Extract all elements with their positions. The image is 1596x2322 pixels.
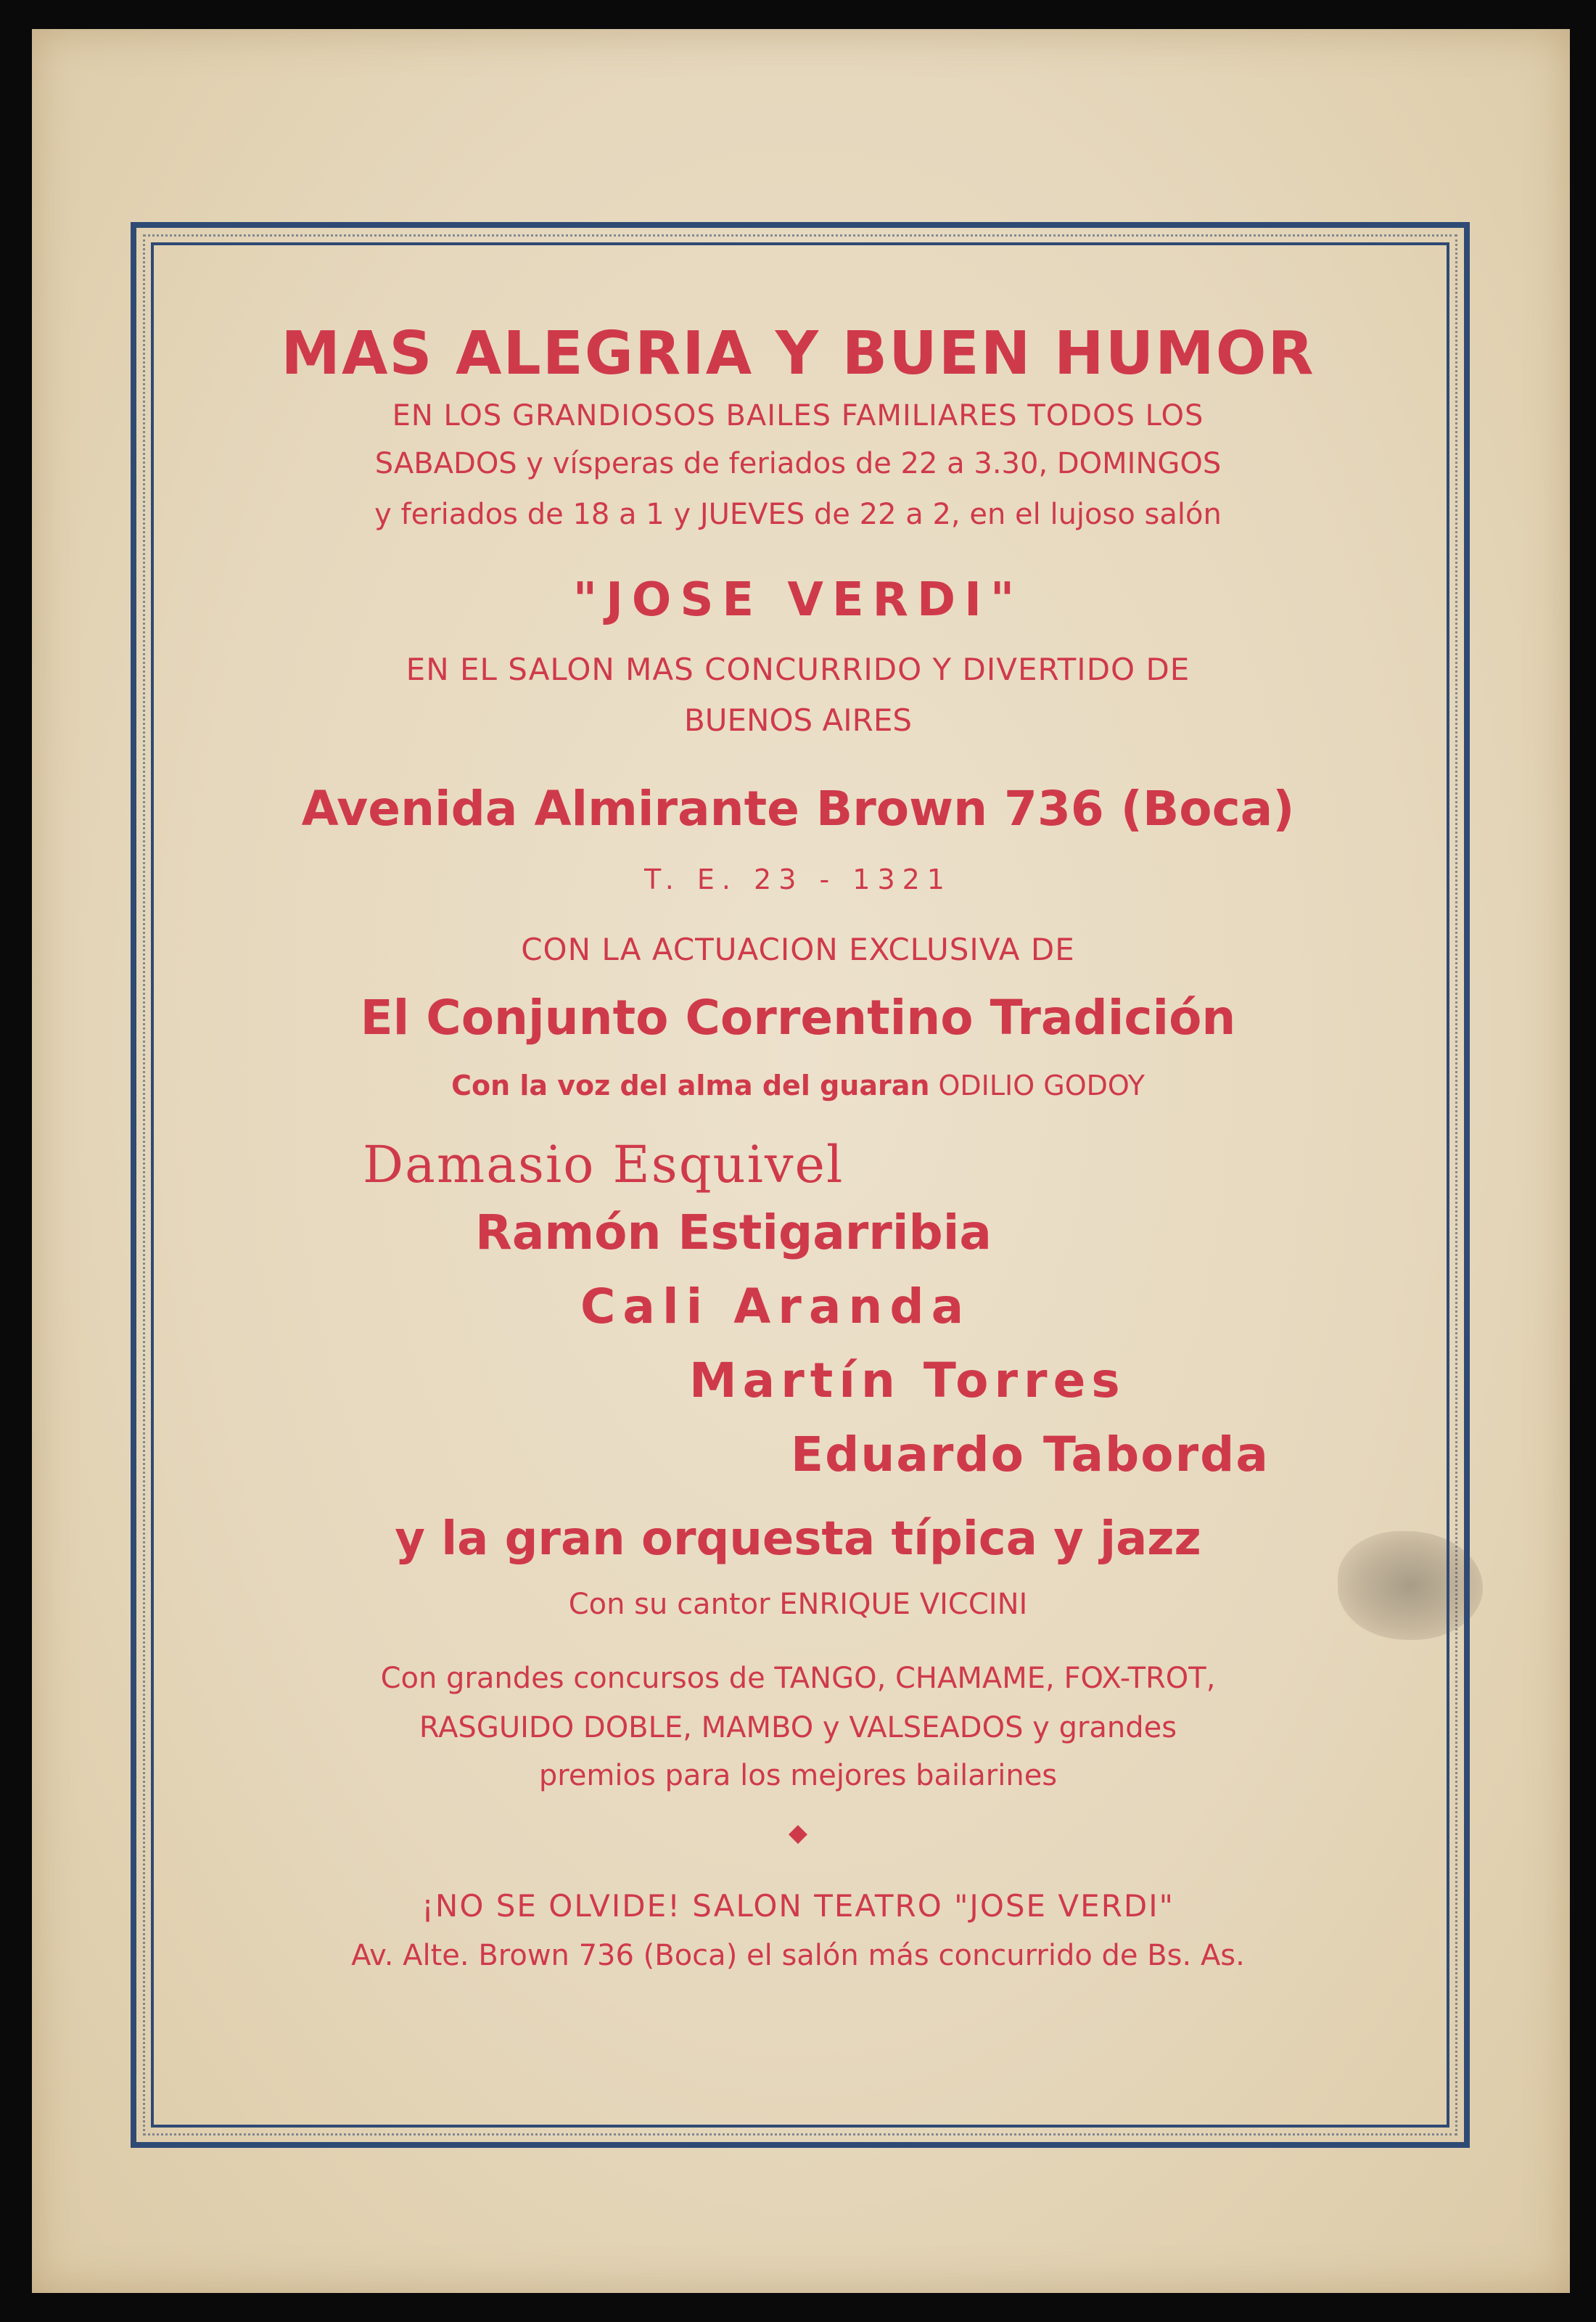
contest-line-2: RASGUIDO DOBLE, MAMBO y VALSEADOS y grandes <box>419 1711 1177 1744</box>
musician-name: Martín Torres <box>689 1353 1126 1408</box>
musician-name: Damasio Esquivel <box>363 1135 844 1194</box>
diamond-ornament-icon: ◆ <box>788 1818 808 1847</box>
group-name: El Conjunto Correntino Tradición <box>360 990 1236 1046</box>
musician-name: Ramón Estigarribia <box>475 1205 992 1260</box>
footer-reminder: ¡NO SE OLVIDE! SALON TEATRO "JOSE VERDI" <box>421 1888 1175 1924</box>
intro-line-1: EN LOS GRANDIOSOS BAILES FAMILIARES TODOS LOS <box>392 399 1204 432</box>
voice-name: ODILIO GODOY <box>938 1070 1145 1101</box>
musician-name: Eduardo Taborda <box>791 1427 1270 1482</box>
footer-address: Av. Alte. Brown 736 (Boca) el salón más concurrido de Bs. As. <box>351 1939 1245 1972</box>
performance-intro: CON LA ACTUACION EXCLUSIVA DE <box>521 932 1075 967</box>
orchestra-line: y la gran orquesta típica y jazz <box>395 1512 1201 1566</box>
venue-description-2: BUENOS AIRES <box>683 702 913 738</box>
intro-line-3: y feriados de 18 a 1 y JUEVES de 22 a 2, en el lujoso salón <box>374 498 1222 531</box>
cantor-line: Con su cantor ENRIQUE VICCINI <box>568 1588 1028 1621</box>
venue-address: Avenida Almirante Brown 736 (Boca) <box>301 781 1295 837</box>
headline: MAS ALEGRIA Y BUEN HUMOR <box>281 319 1315 388</box>
intro-line-2: SABADOS y vísperas de feriados de 22 a 3.30, DOMINGOS <box>374 447 1222 480</box>
voice-prefix: Con la voz del alma del guaran <box>451 1070 930 1101</box>
venue-name: "JOSE VERDI" <box>572 573 1024 627</box>
contest-line-1: Con grandes concursos de TANGO, CHAMAME, FOX-TROT, <box>380 1662 1216 1695</box>
voice-line <box>167 1070 1429 1101</box>
contest-line-3: premios para los mejores bailarines <box>538 1759 1058 1792</box>
venue-description-1: EN EL SALON MAS CONCURRIDO Y DIVERTIDO DE <box>406 652 1190 687</box>
phone-number: T. E. 23 - 1321 <box>644 863 952 895</box>
musician-name: Cali Aranda <box>580 1279 971 1334</box>
